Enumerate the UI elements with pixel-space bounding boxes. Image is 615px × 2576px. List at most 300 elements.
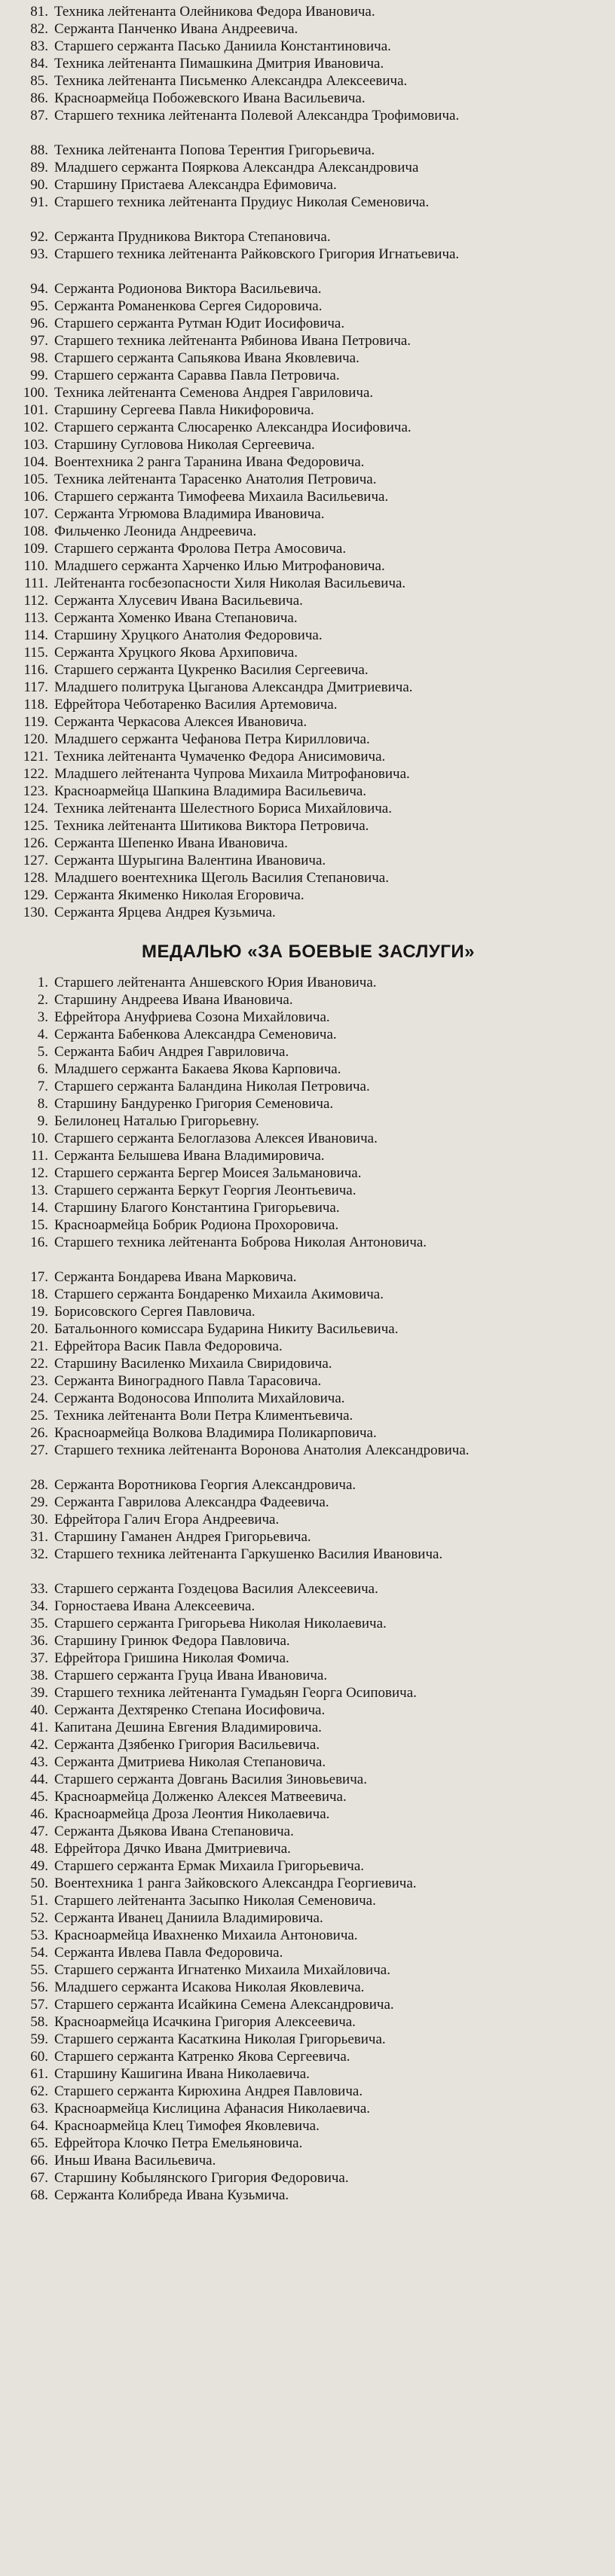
item-number: 97. bbox=[30, 333, 48, 349]
item-text: Младшего сержанта Харченко Илью Митрофановича. bbox=[54, 558, 385, 574]
item-text: Ефрейтора Ануфриева Созона Михайловича. bbox=[54, 1009, 330, 1025]
item-text: Старшину Бандуренко Григория Семеновича. bbox=[54, 1096, 334, 1112]
list-item bbox=[11, 1788, 606, 1805]
item-number: 101. bbox=[23, 402, 48, 418]
list-item bbox=[11, 679, 606, 696]
item-text: Сержанта Дьякова Ивана Степановича. bbox=[54, 1824, 294, 1839]
item-text: Старшину Гаманен Андрея Григорьевича. bbox=[54, 1529, 311, 1545]
list-item bbox=[11, 904, 606, 921]
item-text: Сержанта Шепенко Ивана Ивановича. bbox=[54, 835, 288, 851]
list-item bbox=[11, 1546, 606, 1580]
list-item bbox=[11, 1961, 606, 1979]
item-number: 58. bbox=[30, 2014, 48, 2030]
list-item bbox=[11, 1528, 606, 1546]
item-number: 22. bbox=[30, 1356, 48, 1372]
list-item bbox=[11, 1650, 606, 1667]
item-text: Воентехника 1 ранга Зайковского Александра Георгиевича. bbox=[54, 1876, 417, 1891]
list-item bbox=[11, 315, 606, 332]
item-text: Старшего сержанта Григорьева Николая Николаевича. bbox=[54, 1616, 387, 1631]
list-item bbox=[11, 90, 606, 107]
list-item bbox=[11, 1979, 606, 1996]
item-text: Старшину Кобылянского Григория Федоровича. bbox=[54, 2170, 349, 2186]
item-text: Сержанта Родионова Виктора Васильевича. bbox=[54, 281, 322, 297]
item-number: 46. bbox=[30, 1806, 48, 1822]
item-text: Красноармейца Клец Тимофея Яковлевича. bbox=[54, 2118, 320, 2134]
item-number: 115. bbox=[23, 645, 48, 661]
item-text: Капитана Дешина Евгения Владимировича. bbox=[54, 1720, 322, 1735]
item-number: 106. bbox=[23, 489, 48, 505]
item-number: 128. bbox=[23, 870, 48, 886]
list-item bbox=[11, 869, 606, 887]
item-text: Техника лейтенанта Попова Терентия Григорьевича. bbox=[54, 142, 375, 158]
item-number: 89. bbox=[30, 160, 48, 175]
item-text: Сержанта Романенкова Сергея Сидоровича. bbox=[54, 298, 323, 314]
item-number: 31. bbox=[30, 1529, 48, 1545]
list-item bbox=[11, 159, 606, 176]
list-item bbox=[11, 2135, 606, 2152]
item-number: 42. bbox=[30, 1737, 48, 1753]
item-number: 18. bbox=[30, 1286, 48, 1302]
item-text: Старшего сержанта Рутман Юдит Иосифовича. bbox=[54, 316, 345, 331]
list-item bbox=[11, 194, 606, 228]
item-text: Старшину Сугловова Николая Сергеевича. bbox=[54, 437, 315, 453]
item-number: 24. bbox=[30, 1390, 48, 1406]
list-item bbox=[11, 1113, 606, 1130]
list-item bbox=[11, 1927, 606, 1944]
item-text: Ефрейтора Гришина Николая Фомича. bbox=[54, 1650, 289, 1666]
list-item bbox=[11, 817, 606, 835]
list-item bbox=[11, 1805, 606, 1823]
item-text: Красноармейца Дроза Леонтия Николаевича. bbox=[54, 1806, 330, 1822]
list-item bbox=[11, 1892, 606, 1909]
list-item bbox=[11, 1823, 606, 1840]
list-item bbox=[11, 1390, 606, 1407]
item-text: Техника лейтенанта Чумаченко Федора Анисимовича. bbox=[54, 749, 386, 765]
item-number: 104. bbox=[23, 454, 48, 470]
item-text: Воентехника 2 ранга Таранина Ивана Федоровича. bbox=[54, 454, 365, 470]
item-text: Старшего сержанта Кирюхина Андрея Павловича. bbox=[54, 2083, 363, 2099]
item-text: Старшего сержанта Фролова Петра Амосовича. bbox=[54, 541, 347, 557]
list-item bbox=[11, 419, 606, 436]
item-number: 130. bbox=[23, 905, 48, 920]
item-text: Красноармейца Исачкина Григория Алексеевича. bbox=[54, 2014, 356, 2030]
list-item bbox=[11, 1875, 606, 1892]
item-number: 84. bbox=[30, 56, 48, 72]
list-item bbox=[11, 783, 606, 800]
item-text: Старшину Андреева Ивана Ивановича. bbox=[54, 992, 293, 1008]
item-text: Сержанта Дмитриева Николая Степановича. bbox=[54, 1754, 326, 1770]
item-text: Старшего техника лейтенанта Гаркушенко Василия Ивановича. bbox=[54, 1546, 443, 1562]
item-text: Старшего техника лейтенанта Прудиус Николая Семеновича. bbox=[54, 194, 430, 210]
list-item bbox=[11, 1338, 606, 1355]
item-number: 55. bbox=[30, 1962, 48, 1978]
item-text: Ефрейтора Галич Егора Андреевича. bbox=[54, 1512, 280, 1528]
item-number: 86. bbox=[30, 90, 48, 106]
list-item bbox=[11, 1511, 606, 1528]
item-text: Красноармейца Волкова Владимира Поликарповича. bbox=[54, 1425, 377, 1441]
list-item bbox=[11, 1320, 606, 1338]
item-text: Ефрейтора Васик Павла Федоровича. bbox=[54, 1338, 283, 1354]
item-number: 62. bbox=[30, 2083, 48, 2099]
list-item bbox=[11, 835, 606, 852]
list-item bbox=[11, 1147, 606, 1164]
item-number: 95. bbox=[30, 298, 48, 314]
item-number: 109. bbox=[23, 541, 48, 557]
item-number: 12. bbox=[30, 1165, 48, 1181]
item-number: 63. bbox=[30, 2101, 48, 2117]
item-number: 40. bbox=[30, 1702, 48, 1718]
item-text: Старшину Гринюк Федора Павловича. bbox=[54, 1633, 290, 1649]
item-text: Старшего сержанта Игнатенко Михаила Михайловича. bbox=[54, 1962, 390, 1978]
item-number: 121. bbox=[23, 749, 48, 765]
item-text: Сержанта Белышева Ивана Владимировича. bbox=[54, 1148, 325, 1164]
item-number: 67. bbox=[30, 2170, 48, 2186]
item-text: Сержанта Якименко Николая Егоровича. bbox=[54, 887, 304, 903]
item-number: 51. bbox=[30, 1893, 48, 1909]
section-heading-text: МЕДАЛЬЮ «ЗА БОЕВЫЕ ЗАСЛУГИ» bbox=[141, 942, 476, 962]
item-number: 43. bbox=[30, 1754, 48, 1770]
item-number: 29. bbox=[30, 1494, 48, 1510]
item-number: 41. bbox=[30, 1720, 48, 1735]
item-text: Ефрейтора Клочко Петра Емельяновича. bbox=[54, 2135, 303, 2151]
list-item bbox=[11, 661, 606, 679]
item-number: 52. bbox=[30, 1910, 48, 1926]
list-item bbox=[11, 2048, 606, 2065]
award-list-combat-merit bbox=[11, 974, 606, 2204]
item-number: 28. bbox=[30, 1477, 48, 1493]
list-item bbox=[11, 2100, 606, 2117]
item-number: 66. bbox=[30, 2153, 48, 2169]
item-text: Батальонного комиссара Бударина Никиту Васильевича. bbox=[54, 1321, 399, 1337]
list-item bbox=[11, 1476, 606, 1494]
item-number: 120. bbox=[23, 731, 48, 747]
item-text: Младшего сержанта Бакаева Якова Карповича. bbox=[54, 1061, 341, 1077]
item-number: 32. bbox=[30, 1546, 48, 1562]
item-number: 10. bbox=[30, 1131, 48, 1146]
item-number: 53. bbox=[30, 1927, 48, 1943]
item-number: 49. bbox=[30, 1858, 48, 1874]
item-number: 37. bbox=[30, 1650, 48, 1666]
item-number: 64. bbox=[30, 2118, 48, 2134]
list-item bbox=[11, 1164, 606, 1182]
item-text: Старшего сержанта Довгань Василия Зиновьевича. bbox=[54, 1772, 367, 1787]
list-item bbox=[11, 1061, 606, 1078]
item-number: 7. bbox=[37, 1079, 48, 1094]
list-item bbox=[11, 540, 606, 557]
item-number: 15. bbox=[30, 1217, 48, 1233]
list-item bbox=[11, 1580, 606, 1598]
item-text: Техника лейтенанта Воли Петра Климентьевича. bbox=[54, 1408, 353, 1424]
item-text: Старшего лейтенанта Аншевского Юрия Ивановича. bbox=[54, 975, 377, 990]
item-text: Красноармейца Кислицина Афанасия Николаевича. bbox=[54, 2101, 371, 2117]
item-text: Старшину Благого Константина Григорьевича. bbox=[54, 1200, 340, 1216]
item-number: 1. bbox=[37, 975, 48, 990]
list-item bbox=[11, 1909, 606, 1927]
item-text: Сержанта Дзябенко Григория Васильевича. bbox=[54, 1737, 320, 1753]
item-text: Старшего сержанта Груца Ивана Ивановича. bbox=[54, 1668, 328, 1683]
list-item bbox=[11, 72, 606, 90]
list-item bbox=[11, 1684, 606, 1702]
list-item bbox=[11, 1857, 606, 1875]
item-number: 114. bbox=[23, 627, 48, 643]
item-number: 9. bbox=[37, 1113, 48, 1129]
list-item bbox=[11, 436, 606, 453]
list-item bbox=[11, 1216, 606, 1234]
list-item bbox=[11, 2013, 606, 2031]
list-item bbox=[11, 453, 606, 471]
item-text: Старшего сержанта Слюсаренко Александра Иосифовича. bbox=[54, 420, 412, 435]
item-text: Сержанта Воротникова Георгия Александровича. bbox=[54, 1477, 356, 1493]
item-text: Старшего техника лейтенанта Воронова Анатолия Александровича. bbox=[54, 1442, 470, 1458]
item-number: 5. bbox=[37, 1044, 48, 1060]
item-text: Сержанта Бабич Андрея Гавриловича. bbox=[54, 1044, 289, 1060]
list-item bbox=[11, 471, 606, 488]
item-number: 54. bbox=[30, 1945, 48, 1961]
item-number: 21. bbox=[30, 1338, 48, 1354]
item-text: Красноармейца Побожевского Ивана Васильевича. bbox=[54, 90, 366, 106]
list-item bbox=[11, 1753, 606, 1771]
item-text: Старшину Сергеева Павла Никифоровича. bbox=[54, 402, 314, 418]
item-text: Младшего политрука Цыганова Александра Дмитриевича. bbox=[54, 679, 413, 695]
list-item bbox=[11, 1130, 606, 1147]
item-number: 111. bbox=[24, 575, 48, 591]
item-number: 48. bbox=[30, 1841, 48, 1857]
list-item bbox=[11, 1424, 606, 1442]
item-number: 38. bbox=[30, 1668, 48, 1683]
list-item bbox=[11, 246, 606, 280]
list-item bbox=[11, 1078, 606, 1095]
item-text: Красноармейца Ивахненко Михаила Антоновича. bbox=[54, 1927, 358, 1943]
list-item bbox=[11, 298, 606, 315]
item-number: 123. bbox=[23, 783, 48, 799]
item-number: 17. bbox=[30, 1269, 48, 1285]
list-item bbox=[11, 1632, 606, 1650]
item-text: Старшего техника лейтенанта Полевой Александра Трофимовича. bbox=[54, 108, 460, 124]
item-text: Техника лейтенанта Шелестного Бориса Михайловича. bbox=[54, 801, 392, 816]
item-number: 4. bbox=[37, 1027, 48, 1042]
item-number: 3. bbox=[37, 1009, 48, 1025]
item-number: 100. bbox=[23, 385, 48, 401]
list-item bbox=[11, 228, 606, 246]
item-text: Техника лейтенанта Олейникова Федора Ивановича. bbox=[54, 4, 375, 20]
list-item bbox=[11, 887, 606, 904]
item-number: 11. bbox=[30, 1148, 48, 1164]
list-item bbox=[11, 3, 606, 20]
item-text: Старшину Василенко Михаила Свиридовича. bbox=[54, 1356, 332, 1372]
item-text: Старшего сержанта Белоглазова Алексея Ивановича. bbox=[54, 1131, 378, 1146]
item-number: 118. bbox=[23, 697, 48, 713]
list-item bbox=[11, 1095, 606, 1113]
list-item bbox=[11, 765, 606, 783]
item-number: 13. bbox=[30, 1183, 48, 1198]
item-number: 119. bbox=[23, 714, 48, 730]
list-item bbox=[11, 505, 606, 523]
item-number: 59. bbox=[30, 2031, 48, 2047]
item-text: Белилонец Наталью Григорьевну. bbox=[54, 1113, 259, 1129]
newspaper-column bbox=[11, 0, 606, 2576]
list-item bbox=[11, 1615, 606, 1632]
item-number: 103. bbox=[23, 437, 48, 453]
list-item bbox=[11, 1771, 606, 1788]
item-text: Старшего сержанта Тимофеева Михаила Васильевича. bbox=[54, 489, 389, 505]
list-item bbox=[11, 176, 606, 194]
item-number: 34. bbox=[30, 1598, 48, 1614]
item-number: 19. bbox=[30, 1304, 48, 1320]
item-number: 27. bbox=[30, 1442, 48, 1458]
item-number: 60. bbox=[30, 2049, 48, 2065]
list-item bbox=[11, 2065, 606, 2083]
item-text: Сержанта Черкасова Алексея Ивановича. bbox=[54, 714, 308, 730]
list-item bbox=[11, 609, 606, 627]
list-item bbox=[11, 55, 606, 72]
item-text: Сержанта Хоменко Ивана Степановича. bbox=[54, 610, 298, 626]
item-number: 98. bbox=[30, 350, 48, 366]
list-item bbox=[11, 1286, 606, 1303]
item-number: 36. bbox=[30, 1633, 48, 1649]
item-number: 68. bbox=[30, 2187, 48, 2203]
list-item bbox=[11, 1026, 606, 1043]
item-text: Сержанта Водоносова Ипполита Михайловича. bbox=[54, 1390, 345, 1406]
list-item bbox=[11, 20, 606, 38]
item-number: 94. bbox=[30, 281, 48, 297]
award-list-continued bbox=[11, 3, 606, 921]
item-number: 126. bbox=[23, 835, 48, 851]
item-text: Старшего лейтенанта Засыпко Николая Семеновича. bbox=[54, 1893, 376, 1909]
item-text: Старшего техника лейтенанта Рябинова Ивана Петровича. bbox=[54, 333, 412, 349]
list-item bbox=[11, 1043, 606, 1061]
list-item bbox=[11, 384, 606, 401]
item-number: 23. bbox=[30, 1373, 48, 1389]
item-number: 96. bbox=[30, 316, 48, 331]
item-text: Старшего сержанта Саравва Павла Петровича. bbox=[54, 368, 340, 383]
list-item bbox=[11, 332, 606, 349]
item-text: Сержанта Гаврилова Александра Фадеевича. bbox=[54, 1494, 329, 1510]
item-text: Техника лейтенанта Шитикова Виктора Петровича. bbox=[54, 818, 369, 834]
list-item bbox=[11, 1442, 606, 1476]
list-item bbox=[11, 627, 606, 644]
item-text: Лейтенанта госбезопасности Хиля Николая Васильевича. bbox=[54, 575, 406, 591]
list-item bbox=[11, 280, 606, 298]
item-number: 87. bbox=[30, 108, 48, 124]
list-item bbox=[11, 2152, 606, 2169]
item-text: Старшину Кашигина Ивана Николаевича. bbox=[54, 2066, 310, 2082]
item-number: 20. bbox=[30, 1321, 48, 1337]
item-text: Младшего сержанта Исакова Николая Яковлевича. bbox=[54, 1979, 365, 1995]
list-item bbox=[11, 1355, 606, 1372]
list-item bbox=[11, 488, 606, 505]
item-number: 117. bbox=[23, 679, 48, 695]
list-item bbox=[11, 1494, 606, 1511]
item-text: Техника лейтенанта Письменко Александра Алексеевича. bbox=[54, 73, 408, 89]
list-item bbox=[11, 401, 606, 419]
item-number: 107. bbox=[23, 506, 48, 522]
item-text: Старшего техника лейтенанта Боброва Николая Антоновича. bbox=[54, 1235, 427, 1250]
list-item bbox=[11, 2083, 606, 2100]
item-number: 90. bbox=[30, 177, 48, 193]
list-item bbox=[11, 1667, 606, 1684]
list-item bbox=[11, 1199, 606, 1216]
item-text: Сержанта Бондарева Ивана Марковича. bbox=[54, 1269, 297, 1285]
item-text: Техника лейтенанта Тарасенко Анатолия Петровича. bbox=[54, 472, 377, 487]
item-text: Сержанта Шурыгина Валентина Ивановича. bbox=[54, 853, 326, 868]
item-text: Старшего техника лейтенанта Райковского Григория Игнатьевича. bbox=[54, 246, 460, 262]
item-number: 82. bbox=[30, 21, 48, 37]
item-text: Старшего сержанта Баландина Николая Петровича. bbox=[54, 1079, 370, 1094]
left-page-margin bbox=[0, 0, 9, 2576]
list-item bbox=[11, 592, 606, 609]
item-number: 35. bbox=[30, 1616, 48, 1631]
item-text: Старшего сержанта Касаткина Николая Григорьевича. bbox=[54, 2031, 386, 2047]
item-number: 110. bbox=[23, 558, 48, 574]
item-text: Младшего лейтенанта Чупрова Михаила Митрофановича. bbox=[54, 766, 410, 782]
item-number: 108. bbox=[23, 523, 48, 539]
list-item bbox=[11, 2117, 606, 2135]
list-item bbox=[11, 2031, 606, 2048]
item-text: Ефрейтора Дячко Ивана Дмитриевича. bbox=[54, 1841, 291, 1857]
item-number: 61. bbox=[30, 2066, 48, 2082]
item-text: Старшего сержанта Бергер Моисея Зальмановича. bbox=[54, 1165, 362, 1181]
item-number: 85. bbox=[30, 73, 48, 89]
item-text: Сержанта Угрюмова Владимира Ивановича. bbox=[54, 506, 325, 522]
list-item bbox=[11, 731, 606, 748]
item-number: 2. bbox=[37, 992, 48, 1008]
item-number: 16. bbox=[30, 1235, 48, 1250]
list-item bbox=[11, 1702, 606, 1719]
list-item bbox=[11, 1268, 606, 1286]
list-item bbox=[11, 852, 606, 869]
list-item bbox=[11, 713, 606, 731]
item-number: 113. bbox=[23, 610, 48, 626]
item-number: 93. bbox=[30, 246, 48, 262]
item-text: Сержанта Колибреда Ивана Кузьмича. bbox=[54, 2187, 289, 2203]
item-text: Старшего сержанта Пасько Даниила Константиновича. bbox=[54, 38, 391, 54]
item-text: Сержанта Хлусевич Ивана Васильевича. bbox=[54, 593, 303, 609]
item-number: 30. bbox=[30, 1512, 48, 1528]
item-text: Сержанта Хруцкого Якова Архиповича. bbox=[54, 645, 298, 661]
item-text: Красноармейца Шапкина Владимира Васильевича. bbox=[54, 783, 367, 799]
item-text: Младшего воентехника Щеголь Василия Степановича. bbox=[54, 870, 389, 886]
item-text: Младшего сержанта Чефанова Петра Кирилловича. bbox=[54, 731, 370, 747]
item-text: Горностаева Ивана Алексеевича. bbox=[54, 1598, 255, 1614]
item-text: Сержанта Ярцева Андрея Кузьмича. bbox=[54, 905, 276, 920]
item-text: Иньш Ивана Васильевича. bbox=[54, 2153, 216, 2169]
item-number: 129. bbox=[23, 887, 48, 903]
list-item bbox=[11, 1407, 606, 1424]
item-text: Сержанта Иванец Даниила Владимировича. bbox=[54, 1910, 323, 1926]
item-text: Старшего сержанта Катренко Якова Сергеевича. bbox=[54, 2049, 350, 2065]
item-text: Старшего сержанта Цукренко Василия Сергеевича. bbox=[54, 662, 369, 678]
item-text: Сержанта Панченко Ивана Андреевича. bbox=[54, 21, 298, 37]
item-number: 47. bbox=[30, 1824, 48, 1839]
list-item bbox=[11, 800, 606, 817]
item-number: 122. bbox=[23, 766, 48, 782]
item-text: Старшего сержанта Гоздецова Василия Алексеевича. bbox=[54, 1581, 378, 1597]
item-number: 124. bbox=[23, 801, 48, 816]
item-text: Сержанта Ивлева Павла Федоровича. bbox=[54, 1945, 283, 1961]
item-number: 112. bbox=[23, 593, 48, 609]
item-number: 92. bbox=[30, 229, 48, 245]
item-number: 81. bbox=[30, 4, 48, 20]
item-text: Сержанта Бабенкова Александра Семеновича. bbox=[54, 1027, 337, 1042]
item-number: 14. bbox=[30, 1200, 48, 1216]
item-number: 65. bbox=[30, 2135, 48, 2151]
list-item bbox=[11, 107, 606, 142]
item-number: 127. bbox=[23, 853, 48, 868]
item-number: 99. bbox=[30, 368, 48, 383]
item-number: 45. bbox=[30, 1789, 48, 1805]
item-text: Младшего сержанта Пояркова Александра Александровича bbox=[54, 160, 419, 175]
list-item bbox=[11, 1736, 606, 1753]
